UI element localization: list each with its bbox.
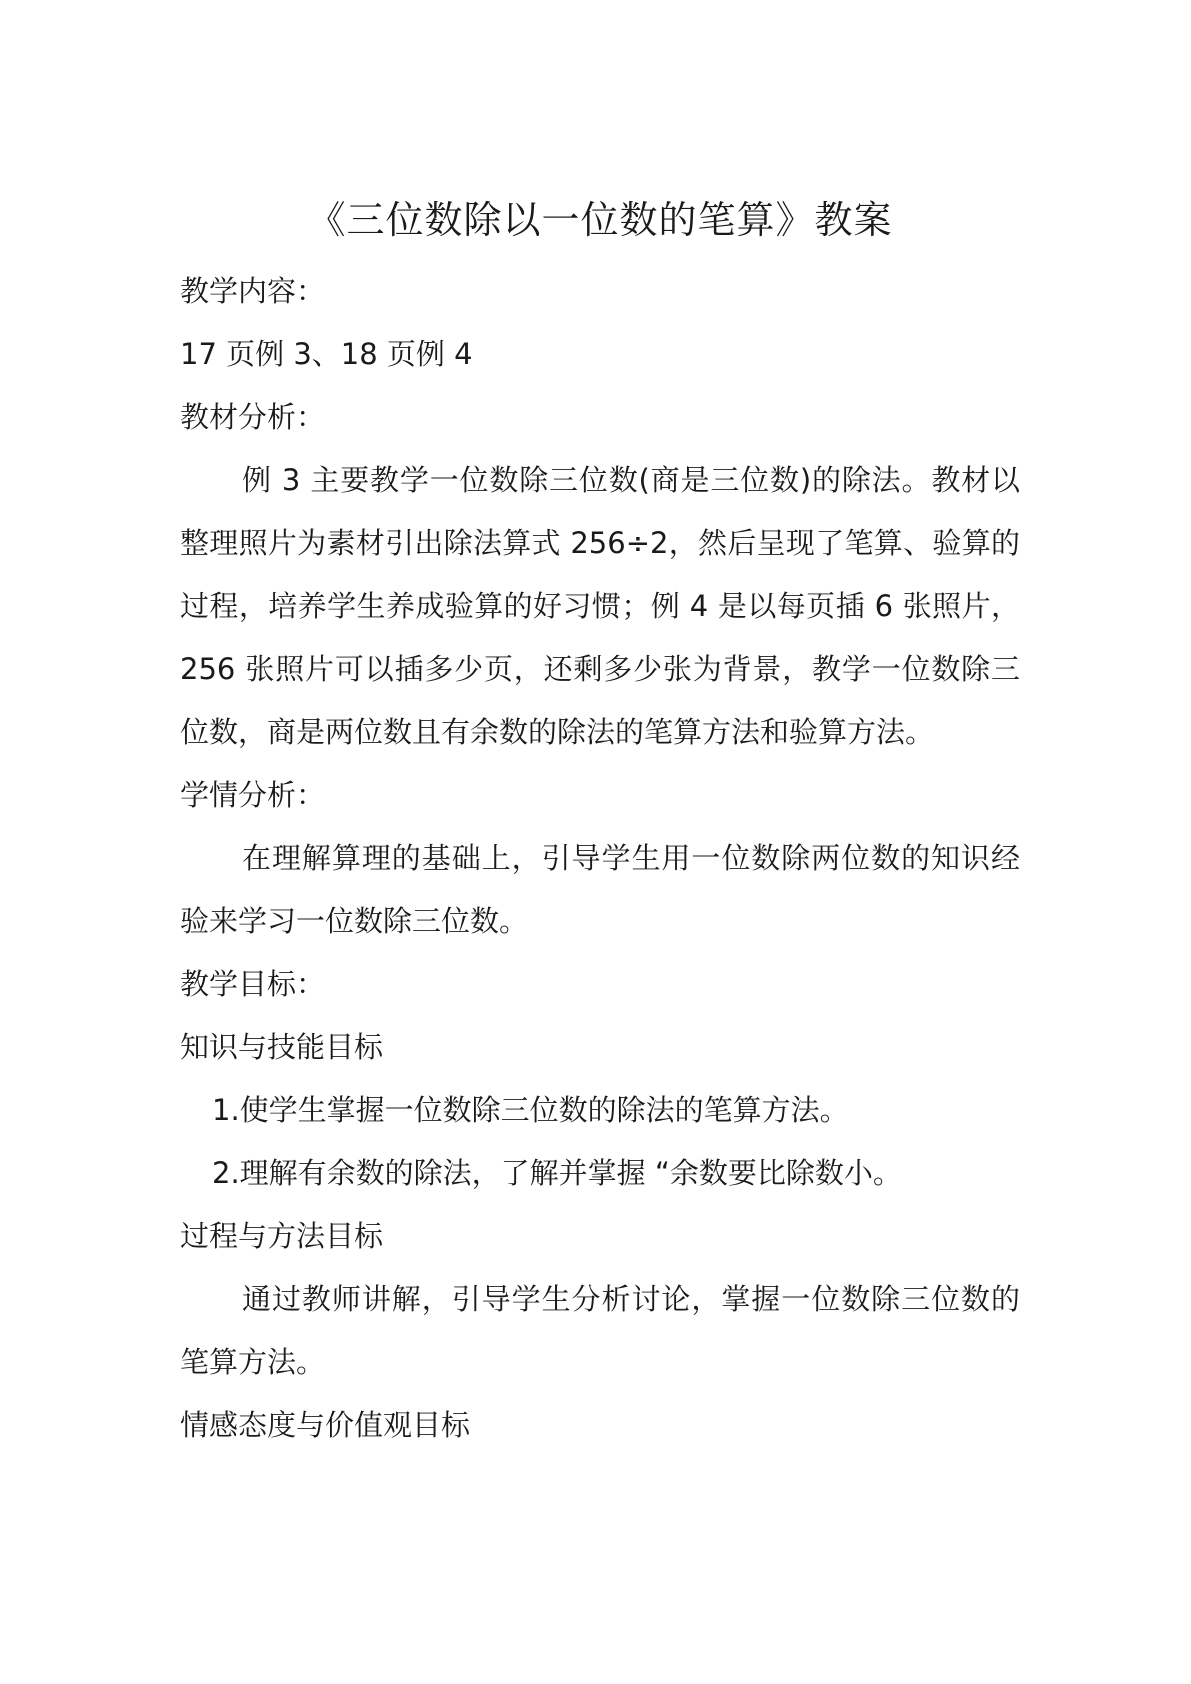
material-heading: 教材分析： (180, 400, 326, 434)
page-title: 《三位数除以一位数的笔算》教案 (307, 198, 893, 242)
knowledge-item-1: 1.使学生掌握一位数除三位数的除法的笔算方法。 (212, 1093, 849, 1127)
process-text: 通过教师讲解，引导学生分析讨论，掌握一位数除三位数的笔算方法。 (180, 1282, 1020, 1379)
student-text: 在理解算理的基础上，引导学生用一位数除两位数的知识经验来学习一位数除三位数。 (180, 841, 1020, 938)
knowledge-item-2: 2.理解有余数的除法，了解并掌握 “余数要比除数小。 (212, 1156, 902, 1190)
knowledge-heading: 知识与技能目标 (180, 1030, 384, 1064)
content-text: 17 页例 3、18 页例 4 (180, 337, 473, 371)
process-heading: 过程与方法目标 (180, 1219, 384, 1253)
student-heading: 学情分析： (180, 778, 326, 812)
goals-heading: 教学目标： (180, 967, 326, 1001)
material-text: 例 3 主要教学一位数除三位数(商是三位数)的除法。教材以整理照片为素材引出除法算式 256÷2，然后呈现了笔算、验算的过程，培养学生养成验算的好习惯；例 4 是以每页插 6 张照片，256 张照片可以插多少页，还剩多少张为背景，教学一位数除三位数，商是两位数且有余数的除法的笔算方法和验算方法。 (180, 463, 1020, 749)
content-heading: 教学内容： (180, 274, 326, 308)
emotion-heading: 情感态度与价值观目标 (180, 1408, 471, 1442)
document-page (180, 190, 1020, 1457)
